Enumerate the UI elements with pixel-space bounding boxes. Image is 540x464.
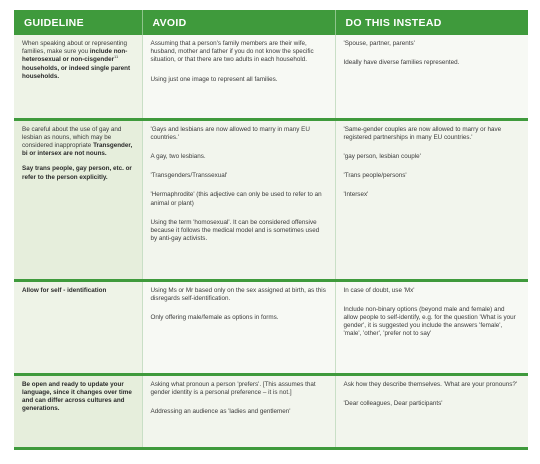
table-row	[14, 374, 528, 448]
guideline-table	[14, 10, 528, 450]
avoid-item: Using Ms or Mr based only on the sex assigned at birth, as this disregards self-identification.	[150, 286, 326, 302]
guideline-text: 11	[114, 54, 119, 60]
header-guideline: GUIDELINE	[14, 10, 142, 35]
instead-item: Ask how they describe themselves. 'What are your pronouns?'	[343, 380, 518, 388]
avoid-cell	[142, 35, 335, 119]
instead-item: 'Trans people/persons'	[343, 172, 407, 180]
instead-item: 'gay person, lesbian couple'	[343, 152, 421, 160]
guideline-table-container	[14, 10, 528, 450]
avoid-item: Using just one image to represent all families.	[150, 75, 278, 83]
guideline-cell	[14, 35, 142, 119]
guideline-text: Be careful about the use of gay and lesbian as nouns, which may be considered inappropriate	[22, 125, 122, 149]
instead-item: 'Intersex'	[343, 191, 369, 199]
guideline-text: Allow for self - identification	[22, 286, 107, 294]
avoid-item: A gay, two lesbians.	[150, 152, 206, 160]
guideline-text: Say trans people, gay person, etc. or refer to the person explicitly.	[22, 165, 132, 181]
header-row	[14, 10, 528, 35]
guideline-text: Be open and ready to update your language, since it changes over time and can differ across cultures and generations.	[22, 380, 132, 413]
avoid-item: 'Transgenders/Transsexual'	[150, 172, 228, 180]
avoid-cell	[142, 374, 335, 448]
avoid-item: 'Hermaphrodite' (this adjective can only be used to refer to an animal or plant)	[150, 191, 322, 207]
instead-item: Include non-binary options (beyond male and female) and allow people to self-identify, e.g. for the question 'What is your gender', it is suggested you include the answers 'female', 'male', 'other', 'prefer not to say'	[343, 305, 516, 338]
instead-cell	[335, 280, 528, 374]
instead-cell	[335, 35, 528, 119]
avoid-item: Addressing an audience as 'ladies and gentlemen'	[150, 407, 291, 415]
table-row	[14, 35, 528, 119]
guideline-text: include non-heterosexual or non-cisgender	[22, 48, 128, 64]
avoid-cell	[142, 119, 335, 280]
guideline-text: Transgender, bi or intersex are not nouns.	[22, 141, 133, 158]
avoid-item: Only offering male/female as options in forms.	[150, 313, 279, 321]
header-do-this-instead: DO THIS INSTEAD	[335, 10, 528, 35]
instead-item: 'Spouse, partner, parents'	[343, 40, 415, 47]
avoid-item: Asking what pronoun a person 'prefers'. [This assumes that gender identity is a personal preference – it is not.]	[150, 380, 316, 396]
instead-cell	[335, 119, 528, 280]
table-row	[14, 280, 528, 374]
guideline-cell	[14, 119, 142, 280]
guideline-text: When speaking about or representing families, make sure you	[22, 40, 128, 56]
avoid-cell	[142, 280, 335, 374]
instead-item: 'Dear colleagues, Dear participants'	[343, 399, 443, 407]
header-avoid: AVOID	[142, 10, 335, 35]
instead-item: Ideally have diverse families represented.	[343, 59, 460, 67]
avoid-item: Assuming that a person's family members are their wife, husband, mother and father if you do not know the specific situation, or that there are two adults in each household.	[150, 40, 314, 64]
avoid-item: Using the term 'homosexual'. It can be considered offensive because it follows the medical model and is sometimes used by anti-gay activists.	[150, 218, 320, 243]
guideline-cell	[14, 374, 142, 448]
instead-cell	[335, 374, 528, 448]
instead-item: In case of doubt, use 'Mx'	[343, 286, 415, 294]
instead-item: 'Same-gender couples are now allowed to marry or have registered partnerships in many EU countries.'	[343, 125, 502, 141]
guideline-text: households, or indeed single parent households.	[22, 64, 131, 80]
avoid-item: 'Gays and lesbians are now allowed to marry in many EU countries.'	[150, 125, 310, 141]
table-row	[14, 119, 528, 280]
guideline-cell	[14, 280, 142, 374]
